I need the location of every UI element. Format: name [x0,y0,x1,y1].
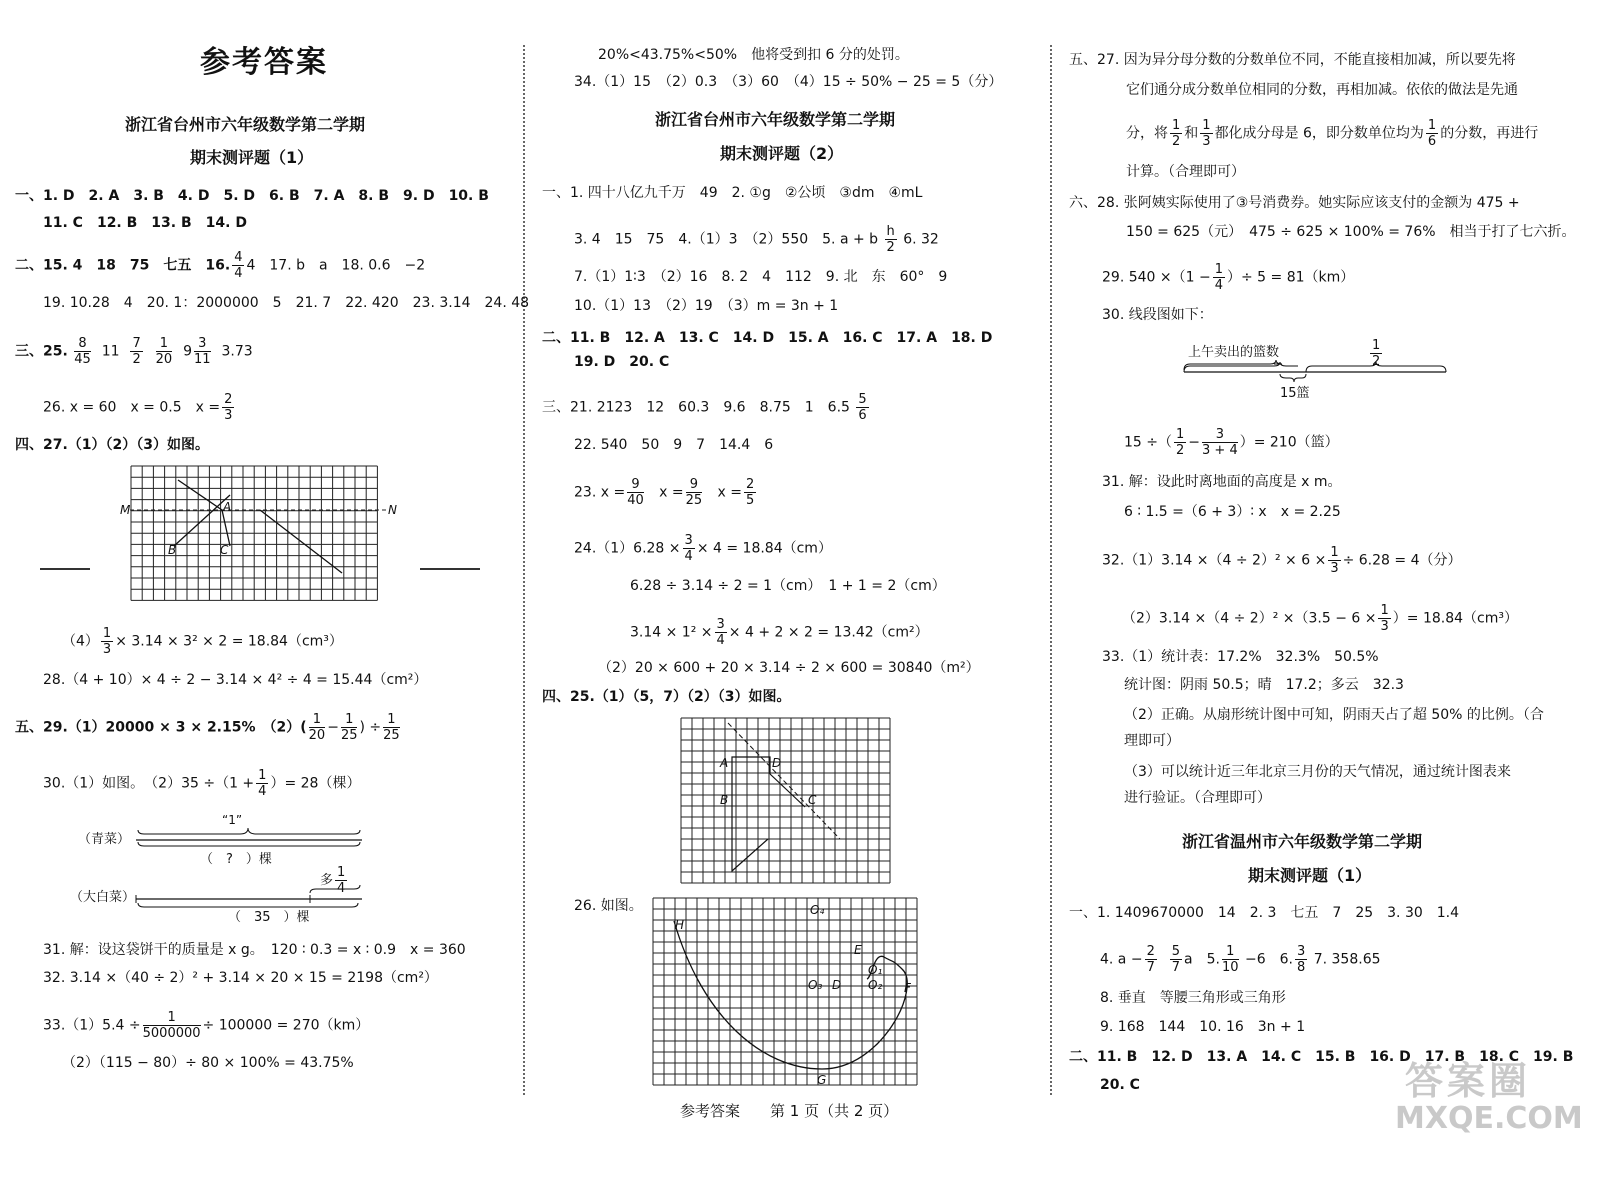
denominator: 4 [258,784,267,799]
numerator: 9 [686,477,703,493]
label-h: H [675,918,685,932]
answer-text: 29. 540 ×（1 − [1102,269,1211,286]
shape-line [174,495,230,546]
watermark-url: MXQE.COM [1395,1101,1583,1136]
answer-line [574,477,758,508]
label-o2: O₂ [868,978,883,992]
denominator: 2 [132,352,141,367]
fraction [309,712,326,743]
answer-line [15,712,402,743]
diagram-label: “1” [222,813,243,827]
numerator: 1 [1172,118,1181,133]
answer-line [1102,545,1461,576]
answer-line [1100,944,1381,975]
section-heading: 浙江省温州市六年级数学第二学期 [1182,832,1423,851]
label-f: F [904,981,911,995]
segment-diagram-3 [1180,360,1450,390]
numerator: 3 [716,617,725,632]
numerator: 1 [383,712,400,728]
watermark-logo [1395,1059,1583,1136]
answer-text: × 4 + 2 × 2 = 13.42（cm²） [728,624,929,641]
answer-text: ÷ 100000 = 270（km） [202,1017,370,1034]
denominator: 40 [627,493,644,508]
diagram-label: 15篮 [1280,386,1310,401]
fraction [1295,944,1307,975]
numerator: 1 [1330,545,1339,560]
label-a: A [223,500,232,514]
label-o1: O₁ [868,963,883,977]
answer-line: 9. 168 144 10. 16 3n + 1 [1100,1019,1306,1035]
answer-line: 一、1. 四十八亿九千万 49 2. ①g ②公顷 ③dm ④mL [542,185,923,201]
answer-text: ÷ 6.28 = 4（分） [1342,552,1462,569]
column-separator-2 [1050,45,1052,1095]
answer-line: 20. C [1100,1077,1140,1093]
numerator: 1 [1222,944,1239,960]
answer-text: 6. 32 [903,231,939,248]
denominator: 2 [886,240,895,255]
fraction [194,336,211,367]
answer-line: 10.（1）13 （2）19 （3）m = 3n + 1 [574,298,839,314]
numerator: 1 [143,1010,201,1026]
label-d: D [832,978,842,992]
answer-text: 23. x = [574,484,626,501]
denominator: 7 [1171,960,1181,975]
fraction [885,224,897,255]
denominator: 3 [102,642,112,657]
answer-text: ）= 18.84（cm³） [1392,610,1518,627]
answer-line: （2）正确。从扇形统计图中可知，阴雨天占了超 50% 的比例。（合 [1124,707,1544,723]
answer-text: 五、29.（1）20000 × 3 × 2.15% （2）( [15,719,307,736]
denominator: 7 [1146,960,1155,975]
answer-text: 三、25. [15,343,68,360]
answer-line: 150 = 625（元） 475 ÷ 625 × 100% = 76% 相当于打了七六折。 [1126,224,1576,240]
answer-line: 二、11. B 12. D 13. A 14. C 15. B 16. D 17. B 18. C 19. B [1069,1049,1574,1065]
answer-text: ）÷ 5 = 81（km） [1227,269,1355,286]
fraction [683,533,695,564]
section-heading: 浙江省台州市六年级数学第二学期 [655,110,896,129]
answer-line: 31. 解：设这袋饼干的质量是 x g。 120 ∶ 0.3 = x ∶ 0.9 x = 360 [43,942,466,958]
numerator: 1 [1427,118,1437,133]
label-d: D [772,756,782,770]
fraction [143,1010,201,1041]
answer-line: 六、28. 张阿姨实际使用了③号消费券。她实际应该支付的金额为 475 + [1069,195,1520,211]
answer-text: a 5. [1184,951,1220,968]
fraction [1222,944,1239,975]
numerator: 1 [1372,338,1381,353]
numerator: 3 [1202,427,1238,443]
label-m: M [120,503,131,517]
denominator: 25 [685,493,703,508]
fraction [1378,603,1390,634]
denominator: 20 [155,352,173,367]
denominator: 3 [1380,619,1389,634]
answer-line: 理即可） [1124,733,1180,749]
label-o3: O₃ [808,978,823,992]
answer-text: 分，将 [1126,125,1168,142]
answer-line: 32. 3.14 ×（40 ÷ 2）² + 3.14 × 20 × 15 = 2198（cm²） [43,970,438,986]
answer-line [1102,262,1354,293]
denominator: 8 [1296,960,1306,975]
answer-text: 32.（1）3.14 ×（4 ÷ 2）² × 6 × [1102,552,1327,569]
label-b: B [168,543,177,557]
divider [420,568,480,570]
answer-text: 3.14 × 1² × [630,624,713,641]
answer-line: （2）20 × 600 + 20 × 3.14 ÷ 2 × 600 = 30840（m²） [598,660,980,676]
section-subheading: 期末测评题（1） [1248,866,1372,885]
column-separator-1 [523,45,525,1095]
diagram-label: （青菜） [78,832,131,847]
answer-line: 它们通分成分数单位相同的分数，再相加减。依依的做法是先通 [1126,82,1518,98]
denominator: 3 [1330,561,1339,576]
fraction [1202,427,1238,458]
answer-line [62,626,343,657]
answer-text: ）= 210（篮） [1239,434,1339,451]
answer-line: 8. 垂直 等腰三角形或三角形 [1100,990,1286,1006]
numerator: 2 [224,392,233,407]
answer-line [574,224,939,255]
numerator: 1 [337,865,346,880]
numerator: 1 [309,712,326,728]
answer-text: 24.（1）6.28 × [574,540,681,557]
answer-line: 6.28 ÷ 3.14 ÷ 2 = 1（cm） 1 + 1 = 2（cm） [630,578,946,594]
numerator: 9 [627,477,644,493]
answer-text: 都化成分母是 6，即分数单位均为 [1214,125,1424,142]
answer-text: 15 ÷（ [1124,434,1172,451]
page-footer: 参考答案 第 1 页（共 2 页） [680,1102,899,1120]
denominator: 4 [716,633,725,648]
numerator: 1 [1176,427,1185,442]
answer-line: 34.（1）15 （2）0.3 （3）60 （4）15 ÷ 50% − 25 = 5（分） [574,74,1003,90]
numerator: 1 [1214,262,1223,277]
answer-line [630,617,929,648]
fraction [1170,944,1182,975]
fraction [627,477,644,508]
answer-line [1122,603,1518,634]
answer-text: − [327,719,339,736]
answer-line: 20%<43.75%<50% 他将受到扣 6 分的处罚。 [598,47,909,63]
answer-line: 11. C 12. B 13. B 14. D [43,215,247,231]
divider [40,568,90,570]
answer-text: 二、15. 4 18 75 七五 16. [15,257,231,274]
spiral-curve [674,921,907,1069]
section-heading: 浙江省台州市六年级数学第二学期 [125,115,366,134]
answer-text: x = [717,484,742,501]
numerator: 3 [1296,944,1306,959]
answer-line [542,392,871,423]
answer-line: 四、27.（1）（2）（3）如图。 [15,437,210,453]
fraction [1145,944,1157,975]
fraction [1426,118,1438,149]
denominator: 20 [308,728,326,743]
label-g: G [817,1073,827,1087]
answer-text: （4） [62,633,99,650]
answer-line: 进行验证。（合理即可） [1124,790,1271,806]
denominator: 45 [74,352,91,367]
answer-text: 26. x = 60 x = 0.5 x = [43,399,221,416]
answer-line [1126,118,1538,149]
answer-text: 多 [320,873,334,888]
answer-line: 28.（4 + 10）× 4 ÷ 2 − 3.14 × 4² ÷ 4 = 15.44（cm²） [43,672,428,688]
answer-line: 一、1. D 2. A 3. B 4. D 5. D 6. B 7. A 8. B 9. D 10. B [15,188,489,204]
answer-text: 3. 4 15 75 4.（1）3 （2）550 5. a + b [574,231,879,248]
answer-text: ）= 28（棵） [270,775,361,792]
label-c: C [808,793,817,807]
numerator: 1 [1202,118,1211,133]
denominator: 6 [1427,134,1437,149]
fraction [1200,118,1212,149]
answer-text: − [1188,434,1201,451]
diagram-label: （ ? ）棵 [200,852,272,867]
answer-line: 19. 10.28 4 20. 1：2000000 5 21. 7 22. 420 23. 3.14 24. 48 [43,295,530,311]
segment-diagram-1 [130,820,370,850]
watermark-text: 答案圈 [1405,1059,1532,1103]
answer-line: 33.（1）统计表：17.2% 32.3% 50.5% [1102,649,1379,665]
denominator: 2 [1372,354,1381,369]
numerator: 7 [132,336,141,351]
answer-line: 31. 解：设此时离地面的高度是 x m。 [1102,474,1342,490]
denominator: 25 [383,728,400,743]
answer-text: 三、21. 2123 12 60.3 9.6 8.75 1 6.5 [542,399,850,416]
answer-text: × 4 = 18.84（cm） [696,540,832,557]
answer-line [15,336,253,367]
section-subheading: 期末测评题（2） [720,144,844,163]
numerator: 4 [234,250,243,265]
fraction [232,250,244,281]
answer-text: x = [659,484,684,501]
denominator: 3 + 4 [1202,443,1238,458]
answer-line: 19. D 20. C [574,354,670,370]
answer-line [43,392,236,423]
denominator: 4 [684,549,693,564]
answer-text: （2）3.14 ×（4 ÷ 2）² ×（3.5 − 6 × [1122,610,1377,627]
shape-line [732,757,770,774]
numerator: 3 [194,336,211,352]
answer-line: （3）可以统计近三年北京三月份的天气情况，通过统计图表来 [1124,764,1511,780]
answer-text: 33.（1）5.4 ÷ [43,1017,141,1034]
denominator: 4 [337,881,346,896]
fraction [1170,118,1182,149]
denominator: 2 [1172,134,1181,149]
denominator: 25 [340,728,358,743]
answer-line: 四、25.（1）（5，7）（2）（3）如图。 [542,689,791,705]
diagram-label: （大白菜） [70,890,136,905]
denominator: 11 [194,352,211,367]
label-e: E [854,943,862,957]
answer-text: ) ÷ [359,719,382,736]
answer-text: 4. a − [1100,951,1143,968]
denominator: 6 [858,408,867,423]
fraction [856,392,868,423]
fraction [715,617,727,648]
fraction [130,336,142,367]
numerator: 3 [684,533,693,548]
numerator: 1 [102,626,112,641]
fraction [101,626,113,657]
fraction [686,477,703,508]
label-c: C [220,543,229,557]
fraction [1213,262,1225,293]
answer-text: 4 17. b a 18. 0.6 −2 [246,257,426,274]
fraction [156,336,173,367]
answer-line: 26. 如图。 [574,898,643,914]
numerator: 1 [1380,603,1389,618]
numerator: 1 [156,336,173,352]
shape-line [770,774,805,807]
numerator: 2 [745,477,755,492]
answer-line: 6 ∶ 1.5 =（6 + 3）∶ x x = 2.25 [1124,504,1341,520]
answer-text: 9 [183,343,193,360]
answer-line [43,1010,369,1041]
answer-line [574,533,832,564]
answer-line: 一、1. 1409670000 14 2. 3 七五 7 25 3. 30 1.4 [1069,905,1460,921]
grid-figure-2 [680,717,896,887]
numerator: h [886,224,895,239]
label-o4: O₄ [810,903,825,917]
answer-line [15,250,425,281]
denominator: 4 [1214,278,1223,293]
shape-line [732,774,768,871]
section-subheading: 期末测评题（1） [190,148,314,167]
fraction [341,712,358,743]
answer-line: 30. 线段图如下： [1102,307,1213,323]
answer-line: （2）（115 − 80）÷ 80 × 100% = 43.75% [62,1055,354,1071]
answer-text: 3.73 [221,343,253,360]
numerator: 1 [258,768,267,783]
answer-text: 30.（1）如图。 （2）35 ÷（1 + [43,775,255,792]
denominator: 5 [745,493,755,508]
denominator: 2 [1176,443,1185,458]
numerator: 8 [74,336,91,352]
label-b: B [720,793,729,807]
answer-line [43,768,360,799]
answer-text: 的分数，再进行 [1440,125,1539,142]
fraction [1328,545,1340,576]
answer-text: × 3.14 × 3² × 2 = 18.84（cm³） [115,633,343,650]
shape-line [260,510,342,573]
denominator: 5000000 [142,1026,201,1041]
fraction [383,712,400,743]
answer-text: 7. 358.65 [1313,951,1381,968]
label-a: A [720,756,729,770]
answer-line: 7.（1）1∶3 （2）16 8. 2 4 112 9. 北 东 60° 9 [574,269,948,285]
label-n: N [388,503,397,517]
denominator: 4 [234,266,243,281]
denominator: 3 [224,408,233,423]
answer-line: 二、11. B 12. A 13. C 14. D 15. A 16. C 17. A 18. D [542,330,993,346]
denominator: 10 [1221,960,1239,975]
answer-line: 五、27. 因为异分母分数的分数单位不同，不能直接相加减，所以要先将 [1069,52,1516,68]
denominator: 3 [1202,134,1211,149]
answer-line: 统计图：阴雨 50.5；晴 17.2；多云 32.3 [1124,677,1404,693]
answer-line: 22. 540 50 9 7 14.4 6 [574,437,774,453]
fraction [1174,427,1186,458]
grid-figure-1 [130,465,390,605]
fraction [74,336,91,367]
numerator: 1 [341,712,358,728]
fraction [256,768,268,799]
page-title: 参考答案 [200,45,328,80]
fraction [222,392,234,423]
numerator: 5 [858,392,867,407]
answer-line [1124,427,1339,458]
numerator: 2 [1146,944,1155,959]
answer-text: −6 6. [1244,951,1293,968]
diagram-label: （ 35 ）棵 [228,910,310,925]
fraction [744,477,756,508]
diagram-label: 上午卖出的篮数 [1188,345,1280,360]
numerator: 5 [1171,944,1181,959]
answer-text: 11 [101,343,120,360]
answer-text: 和 [1184,125,1199,142]
answer-line: 计算。（合理即可） [1126,164,1245,180]
